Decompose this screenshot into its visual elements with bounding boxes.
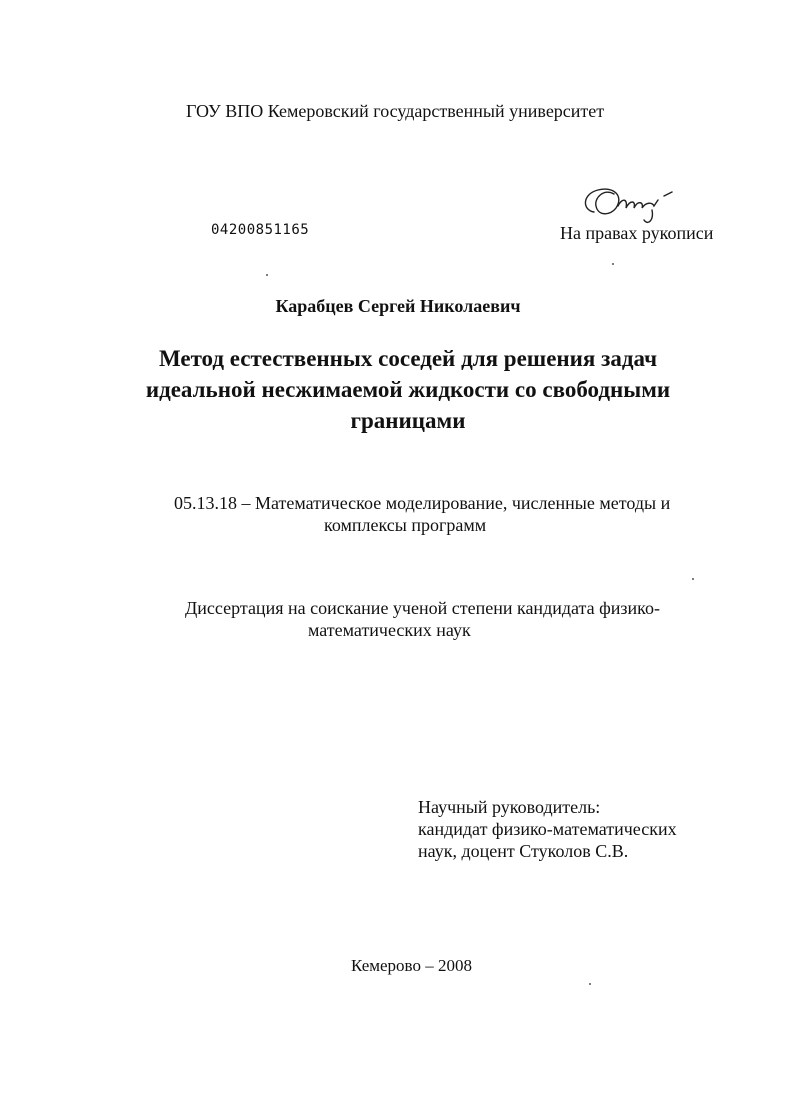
supervisor-name: наук, доцент Стуколов С.В. (418, 841, 629, 861)
organization-header: ГОУ ВПО Кемеровский государственный университет (186, 101, 605, 121)
scan-speck (612, 263, 614, 265)
supervisor-label: Научный руководитель: (418, 797, 601, 817)
city-year: Кемерово – 2008 (351, 956, 472, 975)
author-name: Карабцев Сергей Николаевич (275, 296, 521, 316)
library-code: 04200851165 (211, 222, 310, 238)
scan-speck (589, 983, 591, 985)
specialty-line: 05.13.18 – Математическое моделирование, численные методы и (174, 493, 671, 513)
manuscript-rights: На правах рукописи (560, 223, 714, 243)
title-line: идеальной несжимаемой жидкости со свободными (145, 377, 671, 402)
title-line: границами (350, 408, 466, 433)
specialty-line: комплексы программ (324, 515, 487, 535)
dissertation-title (0, 343, 796, 436)
scan-speck (692, 578, 694, 580)
supervisor-degree: кандидат физико-математических (418, 819, 677, 839)
degree-line: математических наук (308, 620, 471, 640)
scan-speck (266, 274, 268, 276)
degree-line: Диссертация на соискание ученой степени кандидата физико- (185, 598, 660, 618)
dissertation-degree (185, 597, 660, 641)
specialty (174, 492, 670, 536)
scientific-supervisor (418, 796, 677, 862)
title-line: Метод естественных соседей для решения задач (158, 346, 658, 371)
